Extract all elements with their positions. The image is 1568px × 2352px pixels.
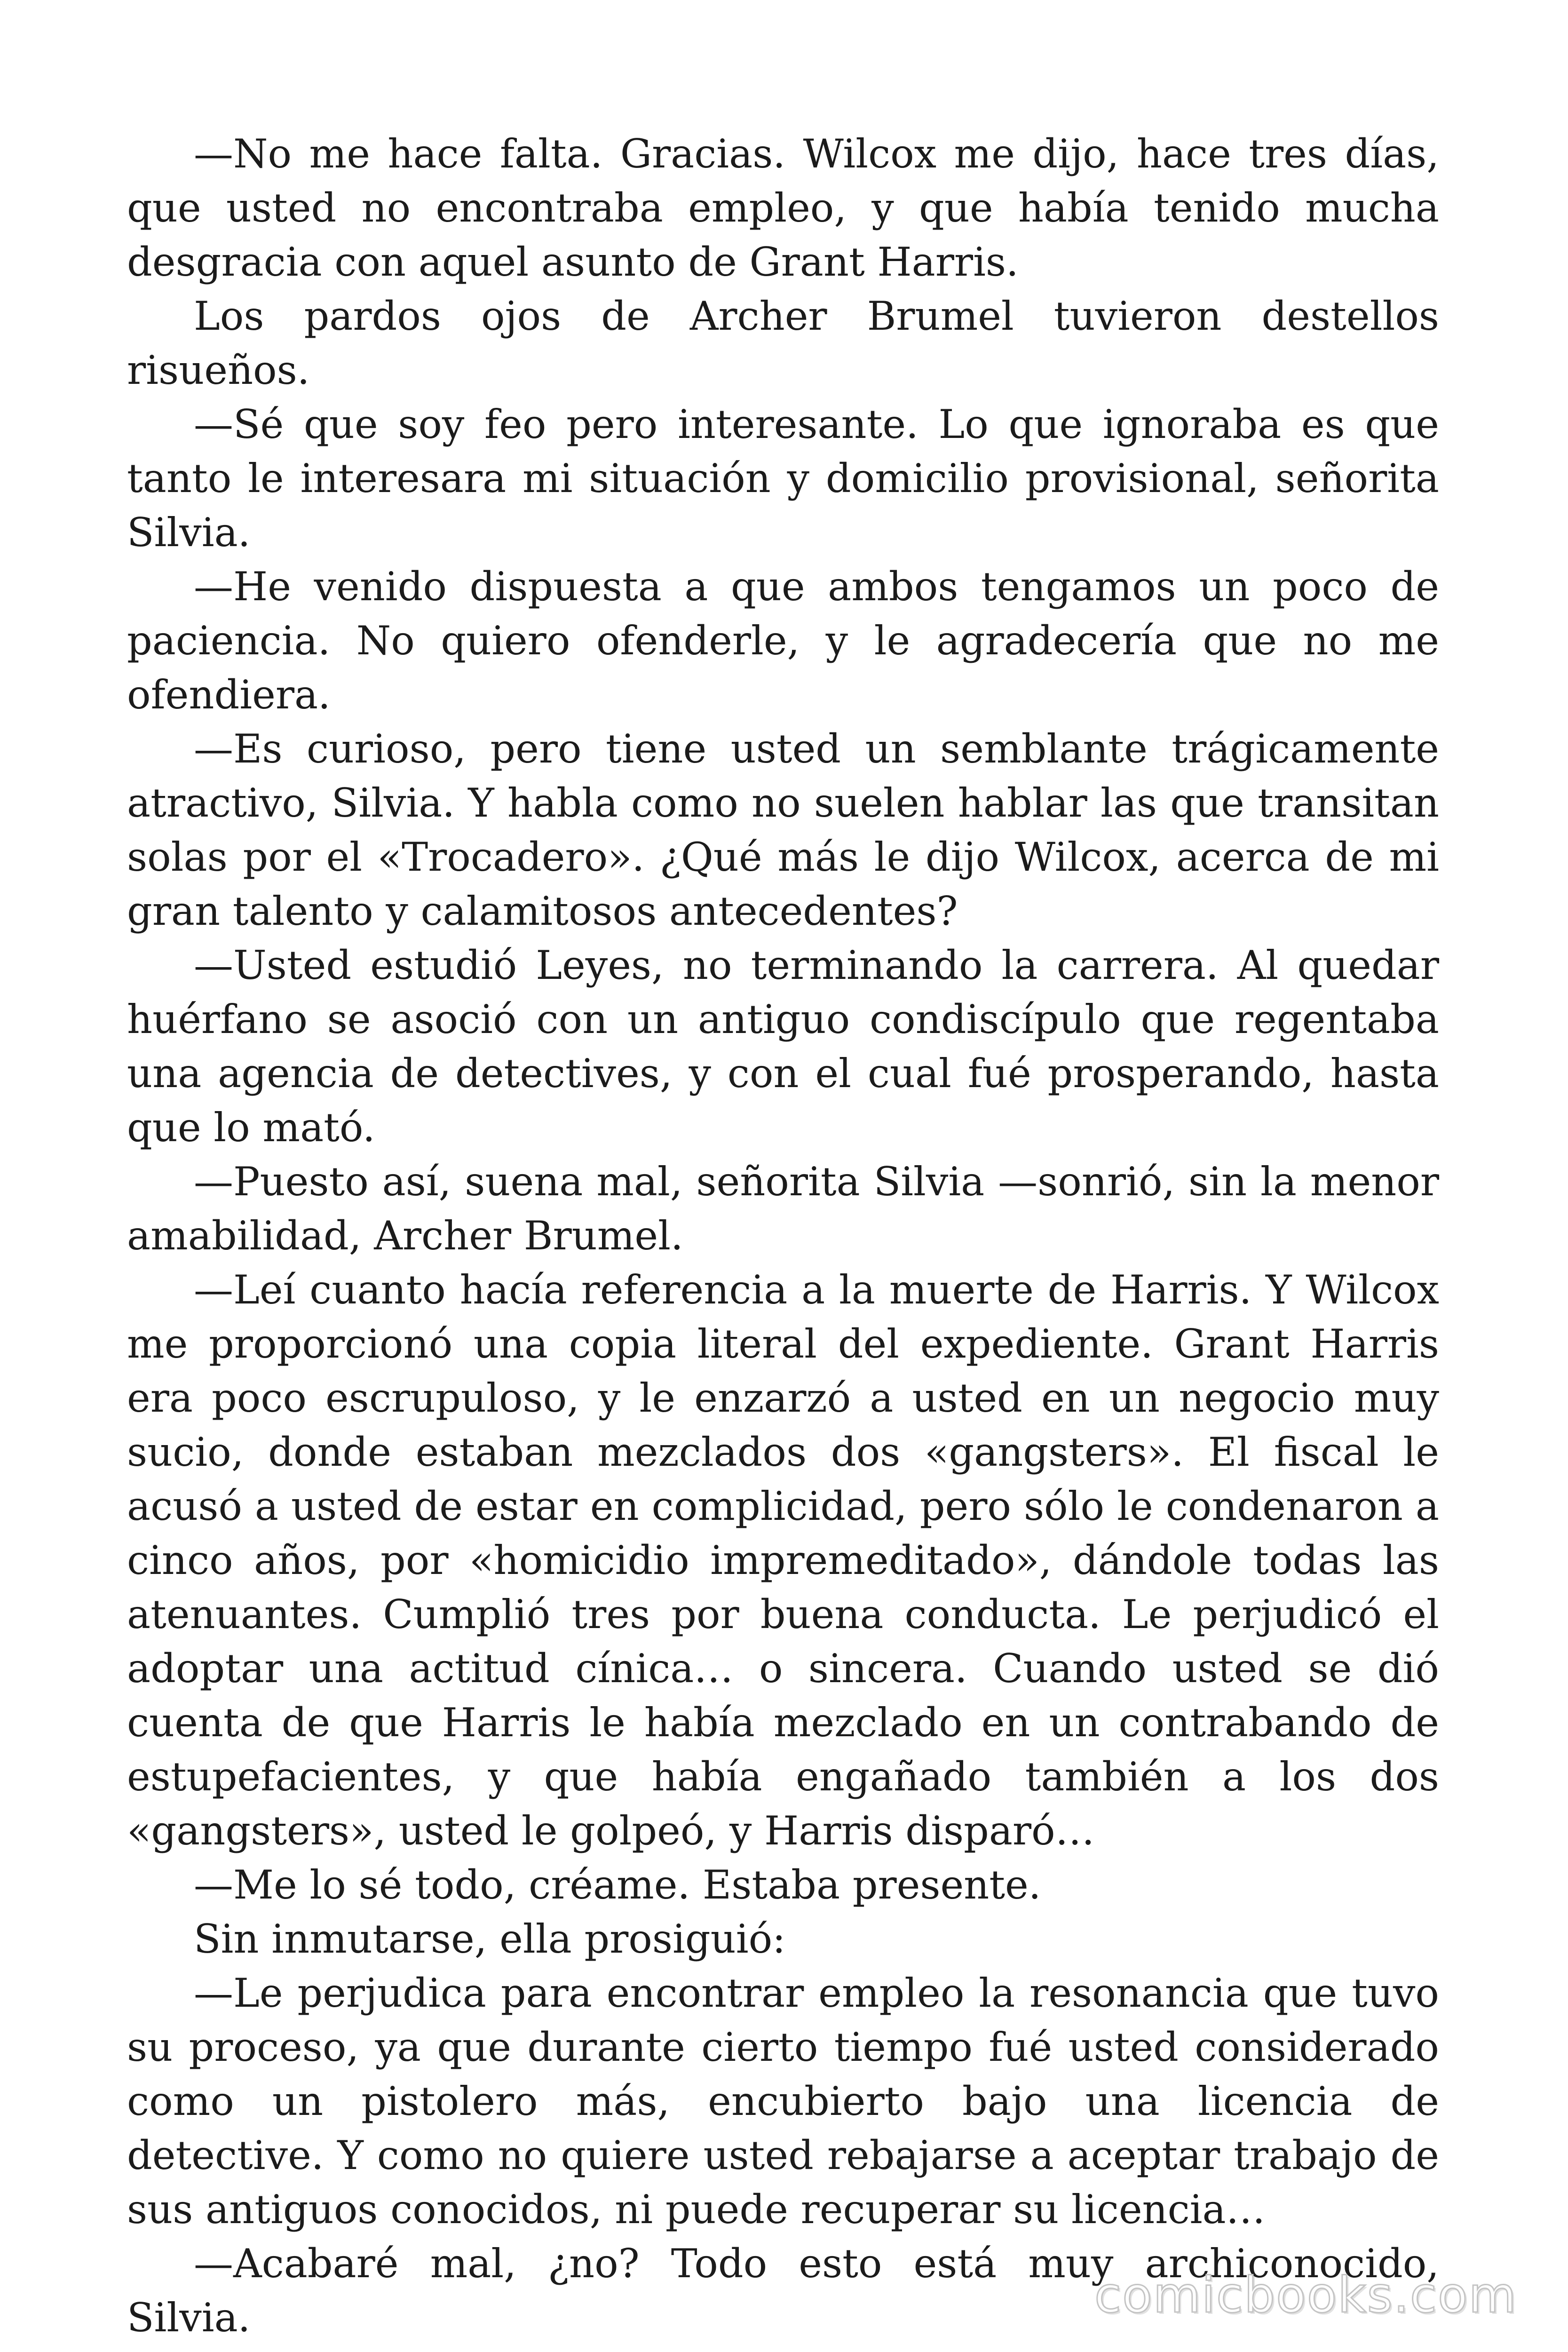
watermark: comicbooks.com — [1094, 2266, 1517, 2324]
paragraph: —He venido dispuesta a que ambos tengamos un poco de paciencia. No quiero ofenderle, y le agradecería que no me ofendiera. — [127, 564, 1439, 718]
paragraph: —Sé que soy feo pero interesante. Lo que ignoraba es que tanto le interesara mi situación y domicilio provisional, señorita Silvia. — [127, 401, 1439, 556]
paragraph: —No me hace falta. Gracias. Wilcox me dijo, hace tres días, que usted no encontraba empleo, y que había tenido mucha desgracia con aquel asunto de Grant Harris. — [127, 131, 1439, 285]
paragraph: —Le perjudica para encontrar empleo la resonancia que tuvo su proceso, ya que durante cierto tiempo fué usted considerado como un pistolero más, encubierto bajo una licencia de detective. Y como no quiere usted rebajarse a aceptar trabajo de sus antiguos conocidos, ni puede recuperar su licencia… — [127, 1970, 1439, 2233]
paragraph: —Me lo sé todo, créame. Estaba presente. — [194, 1862, 1041, 1908]
paragraph: —Puesto así, suena mal, señorita Silvia —sonrió, sin la menor amabilidad, Archer Brumel. — [127, 1159, 1439, 1259]
paragraph: —Usted estudió Leyes, no terminando la carrera. Al quedar huérfano se asoció con un antiguo condiscípulo que regentaba una agencia de detectives, y con el cual fué prosperando, hasta que lo mató. — [127, 942, 1439, 1151]
paragraph: —Es curioso, pero tiene usted un semblante trágicamente atractivo, Silvia. Y habla como no suelen hablar las que transitan solas por el «Trocadero». ¿Qué más le dijo Wilcox, acerca de mi gran talento y calamitosos antecedentes? — [127, 726, 1439, 934]
book-page-text — [127, 127, 1439, 2345]
paragraph: Sin inmutarse, ella prosiguió: — [194, 1916, 786, 1962]
paragraph: —Leí cuanto hacía referencia a la muerte de Harris. Y Wilcox me proporcionó una copia literal del expediente. Grant Harris era poco escrupuloso, y le enzarzó a usted en un negocio muy sucio, donde estaban mezclados dos «gangsters». El fiscal le acusó a usted de estar en complicidad, pero sólo le condenaron a cinco años, por «homicidio impremeditado», dándole todas las atenuantes. Cumplió tres por buena conducta. Le perjudicó el adoptar una actitud cínica… o sincera. Cuando usted se dió cuenta de que Harris le había mezclado en un contrabando de estupefacientes, y que había engañado también a los dos «gangsters», usted le golpeó, y Harris disparó… — [127, 1267, 1439, 1854]
paragraph: —Acabaré mal, ¿no? Todo esto está muy archiconocido, Silvia. — [127, 2241, 1439, 2341]
paragraph: Los pardos ojos de Archer Brumel tuvieron destellos risueños. — [127, 293, 1439, 393]
